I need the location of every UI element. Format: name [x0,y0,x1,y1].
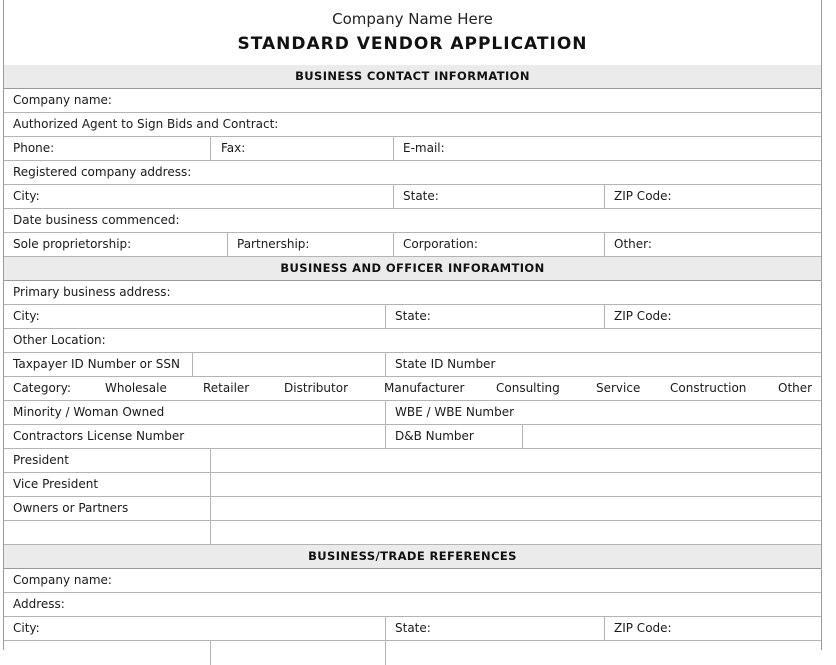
reference-address-field[interactable] [74,593,821,616]
divider [385,353,386,376]
phone-label: Phone: [13,141,55,155]
city-field[interactable] [44,617,379,640]
minority-owned-label: Minority / Woman Owned [13,405,165,419]
state-label: State: [395,309,431,323]
city-field[interactable] [44,305,379,328]
row-category [4,377,821,401]
category-option-distributor[interactable]: Distributor [284,381,349,395]
divider [385,401,386,424]
row-reference-city-state-zip [4,617,821,641]
primary-address-field[interactable] [169,281,821,304]
divider [210,137,211,160]
section-header-references [4,545,821,569]
row-phone-fax-email [4,137,821,161]
taxpayer-id-label: Taxpayer ID Number or SSN [13,357,180,371]
other-location-field[interactable] [104,329,821,352]
wbe-number-label: WBE / WBE Number [395,405,515,419]
registered-address-label: Registered company address: [13,165,192,179]
reference-company-field[interactable] [99,569,821,592]
divider [393,185,394,208]
owners-partners-field[interactable] [211,497,821,520]
category-option-construction[interactable]: Construction [670,381,747,395]
owner-detail-field[interactable] [211,521,821,544]
partnership-label: Partnership: [237,237,310,251]
row-reference-partial [4,641,821,665]
reference-address-label: Address: [13,597,65,611]
form-header [4,0,821,66]
company-name-field[interactable] [99,89,821,112]
minority-owned-field[interactable] [159,401,384,424]
contractors-license-label: Contractors License Number [13,429,185,443]
president-label: President [13,453,69,467]
state-label: State: [403,189,439,203]
state-field[interactable] [434,305,599,328]
section-header-officer [4,257,821,281]
corporation-label: Corporation: [403,237,478,251]
category-option-consulting[interactable]: Consulting [496,381,560,395]
email-field[interactable] [449,137,821,160]
other-field[interactable] [654,233,821,256]
divider [604,233,605,256]
vice-president-field[interactable] [211,473,821,496]
vice-president-label: Vice President [13,477,99,491]
state-label: State: [395,621,431,635]
taxpayer-id-field[interactable] [193,353,384,376]
category-option-manufacturer[interactable]: Manufacturer [384,381,465,395]
row-reference-address [4,593,821,617]
section-header-contact [4,65,821,89]
category-option-other[interactable]: Other [778,381,813,395]
divider [604,305,605,328]
president-field[interactable] [211,449,821,472]
authorized-agent-field[interactable] [269,113,821,136]
zip-field[interactable] [676,185,821,208]
row-business-type [4,233,821,257]
divider [393,137,394,160]
divider [385,425,386,448]
zip-label: ZIP Code: [614,621,672,635]
sole-proprietorship-field[interactable] [129,233,224,256]
email-label: E-mail: [403,141,445,155]
zip-label: ZIP Code: [614,189,672,203]
city-field[interactable] [44,185,389,208]
row-date-commenced [4,209,821,233]
reference-company-label: Company name: [13,573,112,587]
date-commenced-label: Date business commenced: [13,213,180,227]
row-tax-ids [4,353,821,377]
row-vice-president [4,473,821,497]
dnb-number-field[interactable] [523,425,821,448]
vendor-application-form [3,0,822,650]
row-owners-partners [4,497,821,521]
divider [227,233,228,256]
company-name-label: Company name: [13,93,112,107]
partnership-field[interactable] [314,233,389,256]
divider [210,641,211,665]
section-title: BUSINESS AND OFFICER INFORAMTION [280,261,545,275]
row-minority-wbe [4,401,821,425]
row-authorized-agent [4,113,821,137]
divider [393,233,394,256]
other-location-label: Other Location: [13,333,106,347]
row-company-name [4,89,821,113]
row-owners-partners-extra [4,521,821,545]
category-option-service[interactable]: Service [596,381,641,395]
zip-field[interactable] [676,305,821,328]
row-reference-company [4,569,821,593]
dnb-number-label: D&B Number [395,429,474,443]
form-title: STANDARD VENDOR APPLICATION [237,34,588,54]
divider [604,185,605,208]
registered-address-field[interactable] [184,161,821,184]
state-id-field[interactable] [504,353,821,376]
divider [604,617,605,640]
fax-label: Fax: [221,141,246,155]
zip-label: ZIP Code: [614,309,672,323]
section-title: BUSINESS/TRADE REFERENCES [308,549,517,563]
row-city-state-zip [4,185,821,209]
corporation-field[interactable] [479,233,599,256]
owner-name-field[interactable] [4,521,209,544]
row-registered-address [4,161,821,185]
row-officer-city-state-zip [4,305,821,329]
state-field[interactable] [434,617,599,640]
category-label: Category: [13,381,71,395]
owners-partners-label: Owners or Partners [13,501,129,515]
row-license-dnb [4,425,821,449]
row-primary-address [4,281,821,305]
row-president [4,449,821,473]
category-option-retailer[interactable]: Retailer [203,381,250,395]
divider [385,617,386,640]
section-title: BUSINESS CONTACT INFORMATION [295,69,530,83]
contractors-license-field[interactable] [184,425,384,448]
other-label: Other: [614,237,652,251]
state-id-label: State ID Number [395,357,496,371]
fax-field[interactable] [249,137,389,160]
company-name: Company Name Here [332,10,493,28]
wbe-number-field[interactable] [514,401,821,424]
row-other-location [4,329,821,353]
category-option-wholesale[interactable]: Wholesale [105,381,167,395]
sole-proprietorship-label: Sole proprietorship: [13,237,132,251]
primary-address-label: Primary business address: [13,285,171,299]
zip-field[interactable] [676,617,821,640]
date-commenced-field[interactable] [174,209,821,232]
authorized-agent-label: Authorized Agent to Sign Bids and Contract: [13,117,279,131]
phone-field[interactable] [59,137,209,160]
divider [385,641,386,665]
city-label: City: [13,189,40,203]
state-field[interactable] [444,185,599,208]
divider [385,305,386,328]
city-label: City: [13,621,40,635]
city-label: City: [13,309,40,323]
